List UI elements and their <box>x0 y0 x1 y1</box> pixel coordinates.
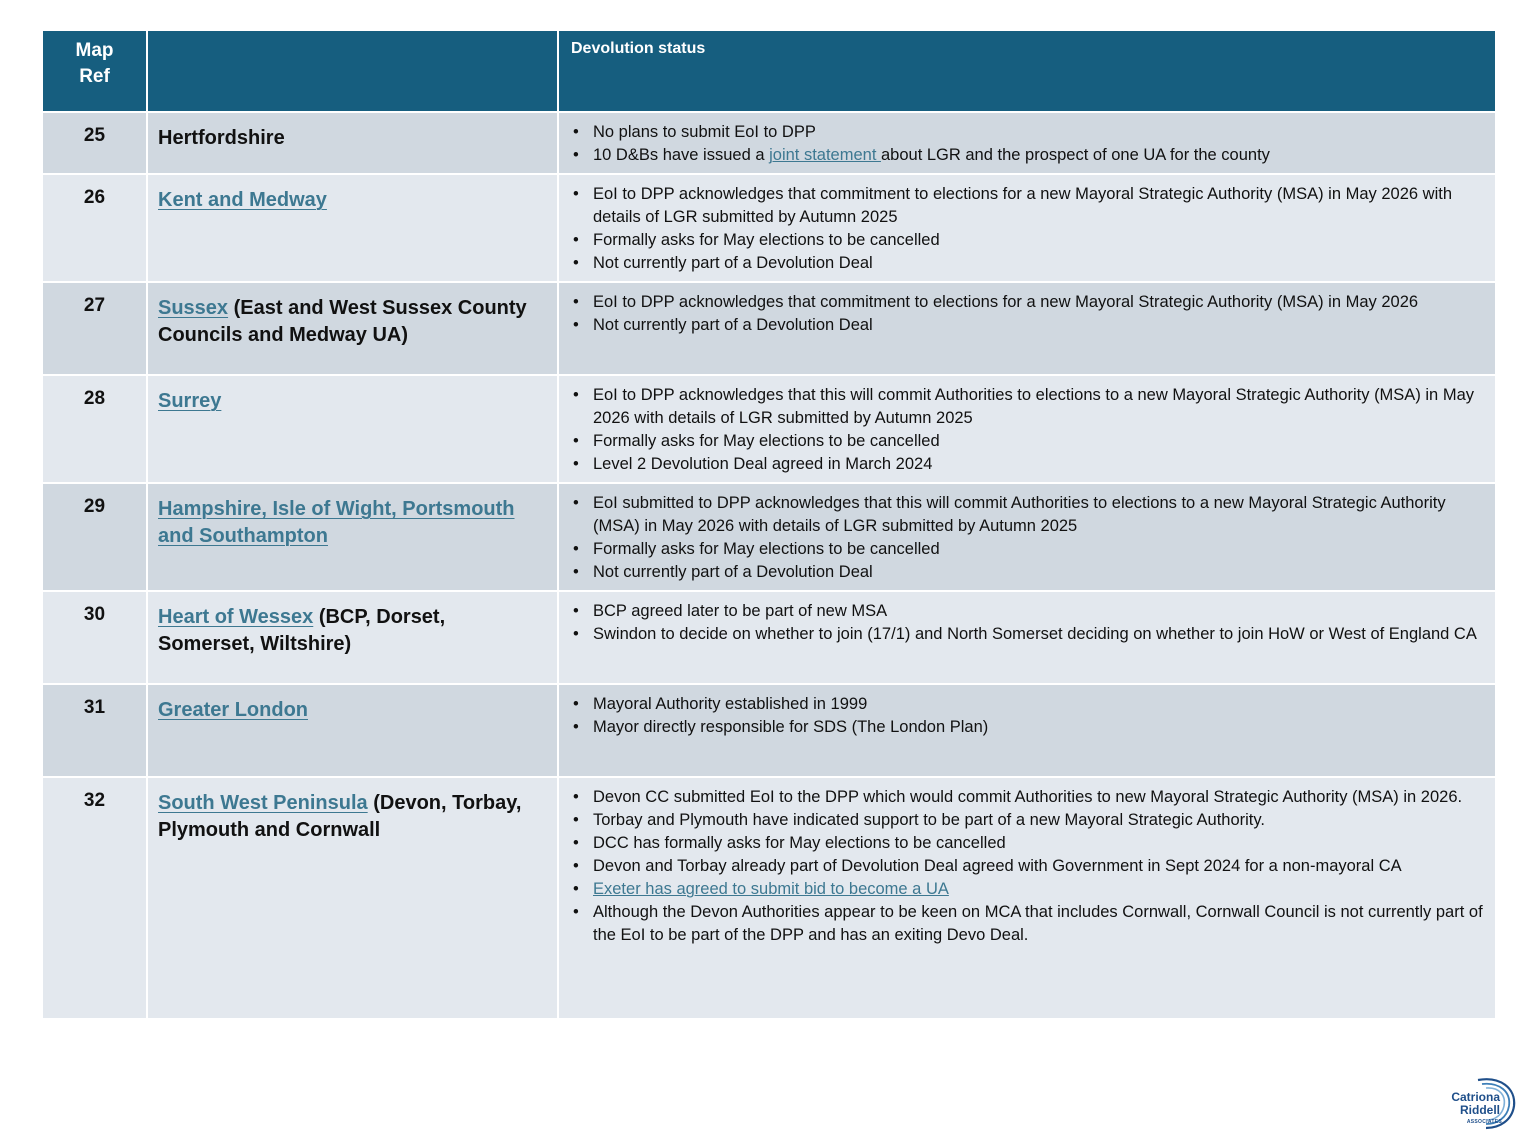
bullet-text: EoI to DPP acknowledges that this will commit Authorities to elections to a new Mayoral Strategic Authority (MSA) in May 2026 with details of LGR submitted by Autumn 2025 <box>593 386 1474 427</box>
bullet-text: Although the Devon Authorities appear to be keen on MCA that includes Cornwall, Cornwall Council is not currently part of the EoI to be part of the DPP and has an exiting Devo Deal. <box>593 903 1483 944</box>
header-map-ref: Map Ref <box>42 30 147 112</box>
status-bullet <box>571 600 1485 623</box>
status-bullet <box>571 314 1485 337</box>
bullet-icon: • <box>573 695 579 713</box>
bullet-icon: • <box>573 563 579 581</box>
area-cell <box>147 282 558 375</box>
bullet-icon: • <box>573 602 579 620</box>
map-ref-cell: 28 <box>42 375 147 483</box>
bullet-icon: • <box>573 254 579 272</box>
status-bullet <box>571 430 1485 453</box>
status-bullet <box>571 855 1485 878</box>
devolution-status-cell <box>558 375 1496 483</box>
logo-line-1: Catriona <box>1451 1090 1500 1104</box>
table-header-row <box>42 30 1496 112</box>
bullet-link[interactable]: joint statement <box>769 146 881 164</box>
status-bullet <box>571 183 1485 229</box>
status-bullet <box>571 538 1485 561</box>
header-devolution-status: Devolution status <box>558 30 1496 112</box>
bullet-icon: • <box>573 718 579 736</box>
status-bullet <box>571 786 1485 809</box>
bullet-icon: • <box>573 123 579 141</box>
status-bullet <box>571 832 1485 855</box>
company-logo <box>1426 1074 1520 1130</box>
bullet-text: Formally asks for May elections to be cancelled <box>593 540 940 558</box>
status-bullet <box>571 693 1485 716</box>
bullet-icon: • <box>573 788 579 806</box>
area-cell <box>147 777 558 1019</box>
bullet-icon: • <box>573 432 579 450</box>
logo-name <box>1430 1091 1500 1117</box>
table-row <box>42 282 1496 375</box>
bullet-text: Devon and Torbay already part of Devolution Deal agreed with Government in Sept 2024 for a non-mayoral CA <box>593 857 1402 875</box>
bullet-text: BCP agreed later to be part of new MSA <box>593 602 888 620</box>
devolution-status-cell <box>558 112 1496 174</box>
area-cell <box>147 174 558 282</box>
status-bullet <box>571 878 1485 901</box>
bullet-text: 10 D&Bs have issued a <box>593 146 770 164</box>
bullet-icon: • <box>573 231 579 249</box>
status-bullet <box>571 144 1485 167</box>
status-bullet <box>571 121 1485 144</box>
table-row <box>42 684 1496 777</box>
bullet-text: No plans to submit EoI to DPP <box>593 123 816 141</box>
bullet-icon: • <box>573 834 579 852</box>
map-ref-cell: 29 <box>42 483 147 591</box>
table-row <box>42 375 1496 483</box>
bullet-icon: • <box>573 293 579 311</box>
status-bullet-list <box>571 183 1485 275</box>
area-cell <box>147 591 558 684</box>
area-link[interactable]: Sussex <box>158 297 229 319</box>
status-bullet-list <box>571 786 1485 947</box>
bullet-text: Formally asks for May elections to be cancelled <box>593 432 940 450</box>
status-bullet <box>571 901 1485 947</box>
bullet-icon: • <box>573 880 579 898</box>
bullet-icon: • <box>573 146 579 164</box>
status-bullet-list <box>571 492 1485 584</box>
status-bullet-list <box>571 600 1485 646</box>
area-description: Hertfordshire <box>158 127 285 149</box>
header-area <box>147 30 558 112</box>
devolution-status-cell <box>558 591 1496 684</box>
table-row <box>42 777 1496 1019</box>
area-description: (East and West Sussex County Councils and Medway UA) <box>158 297 527 346</box>
bullet-text: Not currently part of a Devolution Deal <box>593 563 873 581</box>
area-link[interactable]: Heart of Wessex <box>158 606 314 628</box>
area-description: (BCP, Dorset, Somerset, Wiltshire) <box>158 606 446 655</box>
bullet-text: Swindon to decide on whether to join (17/1) and North Somerset deciding on whether to join HoW or West of England CA <box>593 625 1477 643</box>
status-bullet <box>571 384 1485 430</box>
bullet-icon: • <box>573 811 579 829</box>
bullet-text: Mayoral Authority established in 1999 <box>593 695 868 713</box>
bullet-text: EoI to DPP acknowledges that commitment to elections for a new Mayoral Strategic Authority (MSA) in May 2026 <box>593 293 1419 311</box>
status-bullet <box>571 492 1485 538</box>
status-bullet <box>571 229 1485 252</box>
table-row <box>42 112 1496 174</box>
bullet-text-after: about LGR and the prospect of one UA for the county <box>881 146 1270 164</box>
bullet-icon: • <box>573 455 579 473</box>
map-ref-cell: 25 <box>42 112 147 174</box>
devolution-status-cell <box>558 483 1496 591</box>
status-bullet <box>571 291 1485 314</box>
area-cell <box>147 483 558 591</box>
bullet-icon: • <box>573 316 579 334</box>
bullet-icon: • <box>573 494 579 512</box>
status-bullet-list <box>571 291 1485 337</box>
status-bullet <box>571 809 1485 832</box>
status-bullet-list <box>571 384 1485 476</box>
bullet-text: Torbay and Plymouth have indicated support to be part of a new Mayoral Strategic Authority. <box>593 811 1265 829</box>
devolution-status-cell <box>558 777 1496 1019</box>
status-bullet-list <box>571 693 1485 739</box>
bullet-text: Level 2 Devolution Deal agreed in March 2024 <box>593 455 933 473</box>
table-body <box>42 112 1496 1019</box>
bullet-icon: • <box>573 625 579 643</box>
bullet-text: Not currently part of a Devolution Deal <box>593 254 873 272</box>
bullet-icon: • <box>573 185 579 203</box>
area-link[interactable]: Greater London <box>158 699 309 721</box>
map-ref-cell: 32 <box>42 777 147 1019</box>
bullet-text: Not currently part of a Devolution Deal <box>593 316 873 334</box>
bullet-icon: • <box>573 857 579 875</box>
map-ref-cell: 31 <box>42 684 147 777</box>
table-row <box>42 591 1496 684</box>
area-link[interactable]: Hampshire, Isle of Wight, Portsmouth and Southampton <box>158 498 515 547</box>
bullet-icon: • <box>573 903 579 921</box>
status-bullet <box>571 561 1485 584</box>
bullet-icon: • <box>573 386 579 404</box>
status-bullet <box>571 252 1485 275</box>
logo-line-2: Riddell <box>1459 1103 1500 1117</box>
status-bullet-list <box>571 121 1485 167</box>
bullet-text: EoI to DPP acknowledges that commitment to elections for a new Mayoral Strategic Authority (MSA) in May 2026 with details of LGR submitted by Autumn 2025 <box>593 185 1452 226</box>
area-cell <box>147 375 558 483</box>
status-bullet <box>571 716 1485 739</box>
area-cell <box>147 684 558 777</box>
bullet-link[interactable]: Exeter has agreed to submit bid to become a UA <box>593 880 949 898</box>
bullet-text: EoI submitted to DPP acknowledges that this will commit Authorities to elections to a new Mayoral Strategic Authority (MSA) in May 2026 with details of LGR submitted by Autumn 2025 <box>593 494 1446 535</box>
status-bullet <box>571 453 1485 476</box>
devolution-status-cell <box>558 282 1496 375</box>
table-row <box>42 483 1496 591</box>
bullet-icon: • <box>573 540 579 558</box>
area-description: (Devon, Torbay, Plymouth and Cornwall <box>158 792 522 841</box>
table-row <box>42 174 1496 282</box>
bullet-text: Formally asks for May elections to be cancelled <box>593 231 940 249</box>
devolution-status-cell <box>558 684 1496 777</box>
bullet-text: Mayor directly responsible for SDS (The London Plan) <box>593 718 989 736</box>
logo-tagline: ASSOCIATES <box>1466 1119 1502 1125</box>
bullet-text: Devon CC submitted EoI to the DPP which would commit Authorities to new Mayoral Strategic Authority (MSA) in 2026. <box>593 788 1463 806</box>
map-ref-cell: 30 <box>42 591 147 684</box>
map-ref-cell: 27 <box>42 282 147 375</box>
map-ref-cell: 26 <box>42 174 147 282</box>
area-link[interactable]: Surrey <box>158 390 222 412</box>
devolution-table <box>41 29 1497 1020</box>
area-cell <box>147 112 558 174</box>
status-bullet <box>571 623 1485 646</box>
devolution-status-cell <box>558 174 1496 282</box>
area-link[interactable]: Kent and Medway <box>158 189 327 211</box>
area-link[interactable]: South West Peninsula <box>158 792 368 814</box>
bullet-text: DCC has formally asks for May elections to be cancelled <box>593 834 1006 852</box>
